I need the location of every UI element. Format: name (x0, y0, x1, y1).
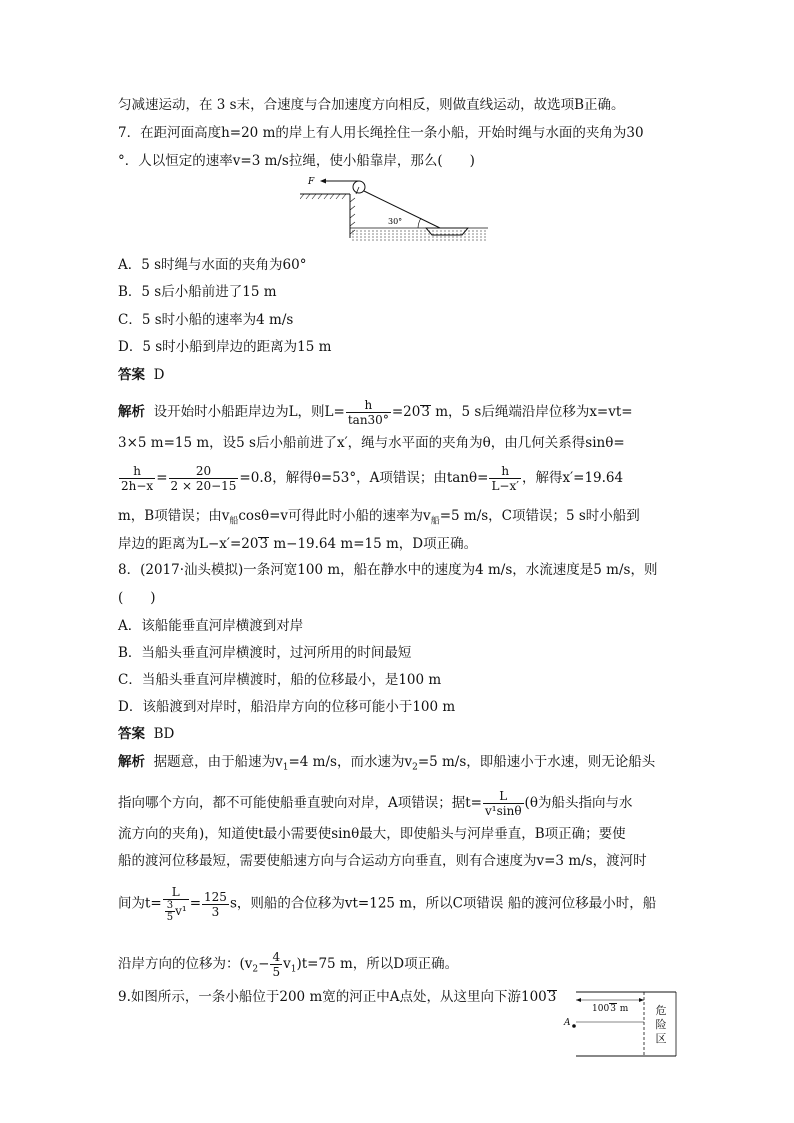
figure-river-danger-zone (562, 990, 678, 1060)
analysis-line: $\frac{h}{2h-x}$ = $\frac{20}{2 \times 20-15}$ =0.8，解得θ=53°，A项错误；由tanθ= $\frac{h}{L-x'}$ ，解得x′=19.64 (121, 464, 624, 493)
option-c: C．当船头垂直河岸横渡时，船的位移最小，是100 m (118, 672, 442, 688)
analysis-line: 流方向的夹角)，知道使t最小需要使sinθ最大，即使船头与河岸垂直，B项正确；要使 (118, 826, 626, 842)
option-c: C．5 s时小船的速率为4 m/s (118, 312, 294, 328)
analysis-line: 船的渡河位移最短，需要使船速方向与合运动方向垂直，则有合速度为v=3 m/s，渡河时 (118, 853, 647, 869)
text-line: 匀减速运动，在 3 s末，合速度与合加速度方向相反，则做直线运动，故选项B正确。 (118, 97, 625, 113)
fraction: L $\frac{3}{5}$ v¹ (163, 885, 189, 923)
danger-zone-label: 危 险 区 (655, 1004, 667, 1045)
question-7-stem: °．人以恒定的速率v=3 m/s拉绳，使小船靠岸，那么( ) (118, 153, 475, 169)
fraction: $\frac{h}{2h-x}$ (121, 464, 154, 493)
option-b: B．当船头垂直河岸横渡时，过河所用的时间最短 (118, 645, 412, 661)
sqrt: 3 (259, 536, 269, 552)
answer-value: BD (153, 726, 175, 742)
answer-label: 答案 (118, 726, 145, 742)
analysis-line: 岸边的距离为L−x′=203 m−19.64 m=15 m，D项正确。 (118, 536, 478, 552)
fraction: $\frac{125}{3}$ (204, 889, 227, 919)
answer-line (118, 366, 164, 384)
analysis-line: 沿岸方向的位移为：($v_2-$ $\frac{4}{5}$ $v_1)t=75$ m，所以D项正确。 (118, 950, 459, 979)
option-b: B．5 s后小船前进了15 m (118, 284, 277, 300)
analysis-line: 解析 据题意，由于船速为$v_1=4$ m/s，而水速为$v_2=5$ m/s，即船速小于水速，则无论船头 (118, 754, 656, 773)
sqrt: 3 (547, 989, 557, 1005)
point-a-label: A (564, 1018, 571, 1028)
force-arrow (320, 179, 326, 184)
figure-boat-rope (300, 172, 490, 244)
sqrt: 3 (421, 404, 430, 420)
analysis-label: 解析 (118, 754, 145, 770)
question-8-stem: 8．(2017·汕头模拟)一条河宽100 m，船在静水中的速度为4 m/s，水流速度是5 m/s，则 (118, 562, 658, 578)
fraction: $\frac{h}{\tan 30^\circ}$ (347, 398, 389, 427)
question-9-stem: 9.如图所示，一条小船位于200 m宽的河正中A点处，从这里向下游1003 (118, 989, 557, 1005)
option-a: A．该船能垂直河岸横渡到对岸 (118, 618, 304, 634)
analysis-line: 3×5 m=15 m，设5 s后小船前进了x′，绳与水平面的夹角为θ，由几何关系得sinθ= (118, 435, 625, 451)
analysis-line: m，B项错误；由$v_船\cos\theta=v$可得此时小船的速率为$v_船=5$ m/s，C项错误；5 s时小船到 (118, 508, 640, 527)
answer-label: 答案 (118, 367, 145, 383)
analysis-line: 间为t= L $\frac{3}{5}$ v¹ = $\frac{125}{3}$ s，则船的合位移为vt=125 m，所以C项错误 船的渡河位移最小时，船 (118, 885, 657, 923)
analysis-line: 指向哪个方向，都不可能使船垂直驶向对岸，A项错误；据t= $\frac{L}{\text{v¹sinθ}}$ (θ为船头指向与水 (118, 789, 633, 818)
option-a: A．5 s时绳与水面的夹角为60° (118, 257, 307, 273)
analysis-label: 解析 (118, 404, 145, 420)
question-8-stem: ( ) (118, 590, 156, 606)
fraction: $\frac{4}{5}$ (272, 950, 281, 979)
fraction: $\frac{h}{L-x'}$ (491, 464, 519, 493)
force-label: F (308, 177, 315, 187)
angle-arc (418, 218, 421, 228)
option-d: D．该船渡到对岸时，船沿岸方向的位移可能小于100 m (118, 699, 456, 715)
fraction: $\frac{20}{2 \times 20-15}$ (170, 464, 237, 493)
angle-label: 30° (388, 217, 403, 226)
analysis-line: 解析 设开始时小船距岸边为L，则L= $\frac{h}{\tan 30^\circ}$ =203 m，5 s后绳端沿岸位移为x=vt= (118, 398, 633, 427)
answer-line (118, 725, 174, 743)
fraction: $\frac{L}{\text{v¹sinθ}}$ (485, 789, 522, 818)
answer-value: D (153, 367, 165, 383)
option-d: D．5 s时小船到岸边的距离为15 m (118, 339, 332, 355)
question-7-stem: 7．在距河面高度h=20 m的岸上有人用长绳拴住一条小船，开始时绳与水面的夹角为30 (118, 125, 644, 141)
distance-label: 1003 m (592, 1004, 629, 1014)
